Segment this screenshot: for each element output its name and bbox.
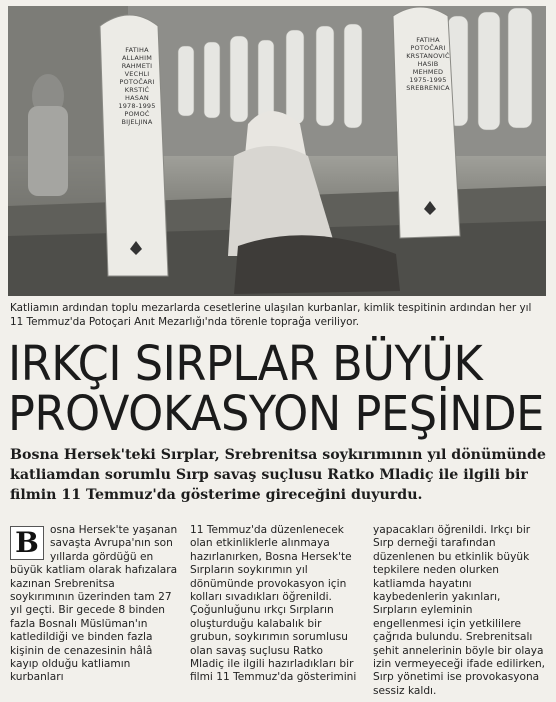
body-column-2-text: 11 Temmuz'da düzenlenecek olan etkinliklerle alınmaya hazırlanırken, Bosna Hersek'te Sırpların soykırımın yıl dönümünde provokasyon için kolları sıvadıkları öğrenildi. Çoğunluğunu ırkçı Sırpların oluşturduğu kalabalık bir grubun, soykırımın sorumlusu olan savaş suçlusu Ratko Mladiç ile ilgili hazırladıkları bir filmi 11 Temmuz'da gösterimini	[190, 524, 357, 684]
body-column-1-text: osna Hersek'te yaşanan savaşta Avrupa'nın son yıllarda gördüğü en büyük katliam olarak hafızalara kazınan Srebrenitsa soykırımının üzerinden tam 27 yıl geçti. Bir gecede 8 binden fazla Bosnalı Müslüman'ın katledildiği ve binden fazla kişinin de cenazesinin hâlâ kayıp olduğu katliamın kurbanları	[10, 524, 178, 684]
gravestone-inscription-left: FATIHA ALLAHIM RAHMETI VECHLI POTOČARI KRSTIĆ HASAN 1978-1995 POMOĆ BIJELJINA	[118, 46, 156, 126]
lede-paragraph: Bosna Hersek'teki Sırplar, Srebrenitsa soykırımının yıl dönümünde katliamdan sorumlu Sırp savaş suçlusu Ratko Mladiç ile ilgili bir filmin 11 Temmuz'da gösterime gireceğini duyurdu.	[10, 447, 546, 503]
body-column-2	[190, 524, 360, 702]
photo-caption: Katliamın ardından toplu mezarlarda cesetlerine ulaşılan kurbanlar, kimlik tespitinin ardından her yıl 11 Temmuz'da Potoçari Anıt Mezarlığı'nda törenle toprağa veriliyor.	[10, 302, 532, 328]
gravestone-inscription-right: FATIHA POTOČARI KRSTANOVIĆ HASIB MEHMED 1975-1995 SREBRENICA	[406, 36, 450, 92]
body-column-3	[373, 524, 546, 702]
body-column-1	[10, 524, 178, 702]
cemetery-photo	[8, 6, 546, 296]
headline-line-1: IRKÇI SIRPLAR BÜYÜK	[8, 336, 483, 392]
body-column-3-text: yapacakları öğrenildi. Irkçı bir Sırp derneği tarafından düzenlenen bu etkinlik büyük tepkilere neden olurken katliamda hayatını kaybedenlerin yakınları, Sırpların eyleminin engellenmesi için yetkililere çağrıda bulundu. Srebrenitsalı şehit annelerinin böyle bir olaya izin vermeyeceği ifade edilirken, Sırp yönetimi ise provokasyona sessiz kaldı.	[373, 524, 546, 697]
drop-cap: B	[10, 526, 44, 560]
headline	[8, 336, 544, 442]
photo-illustration	[8, 6, 546, 296]
headline-line-2: PROVOKASYON PEŞİNDE	[8, 386, 544, 442]
